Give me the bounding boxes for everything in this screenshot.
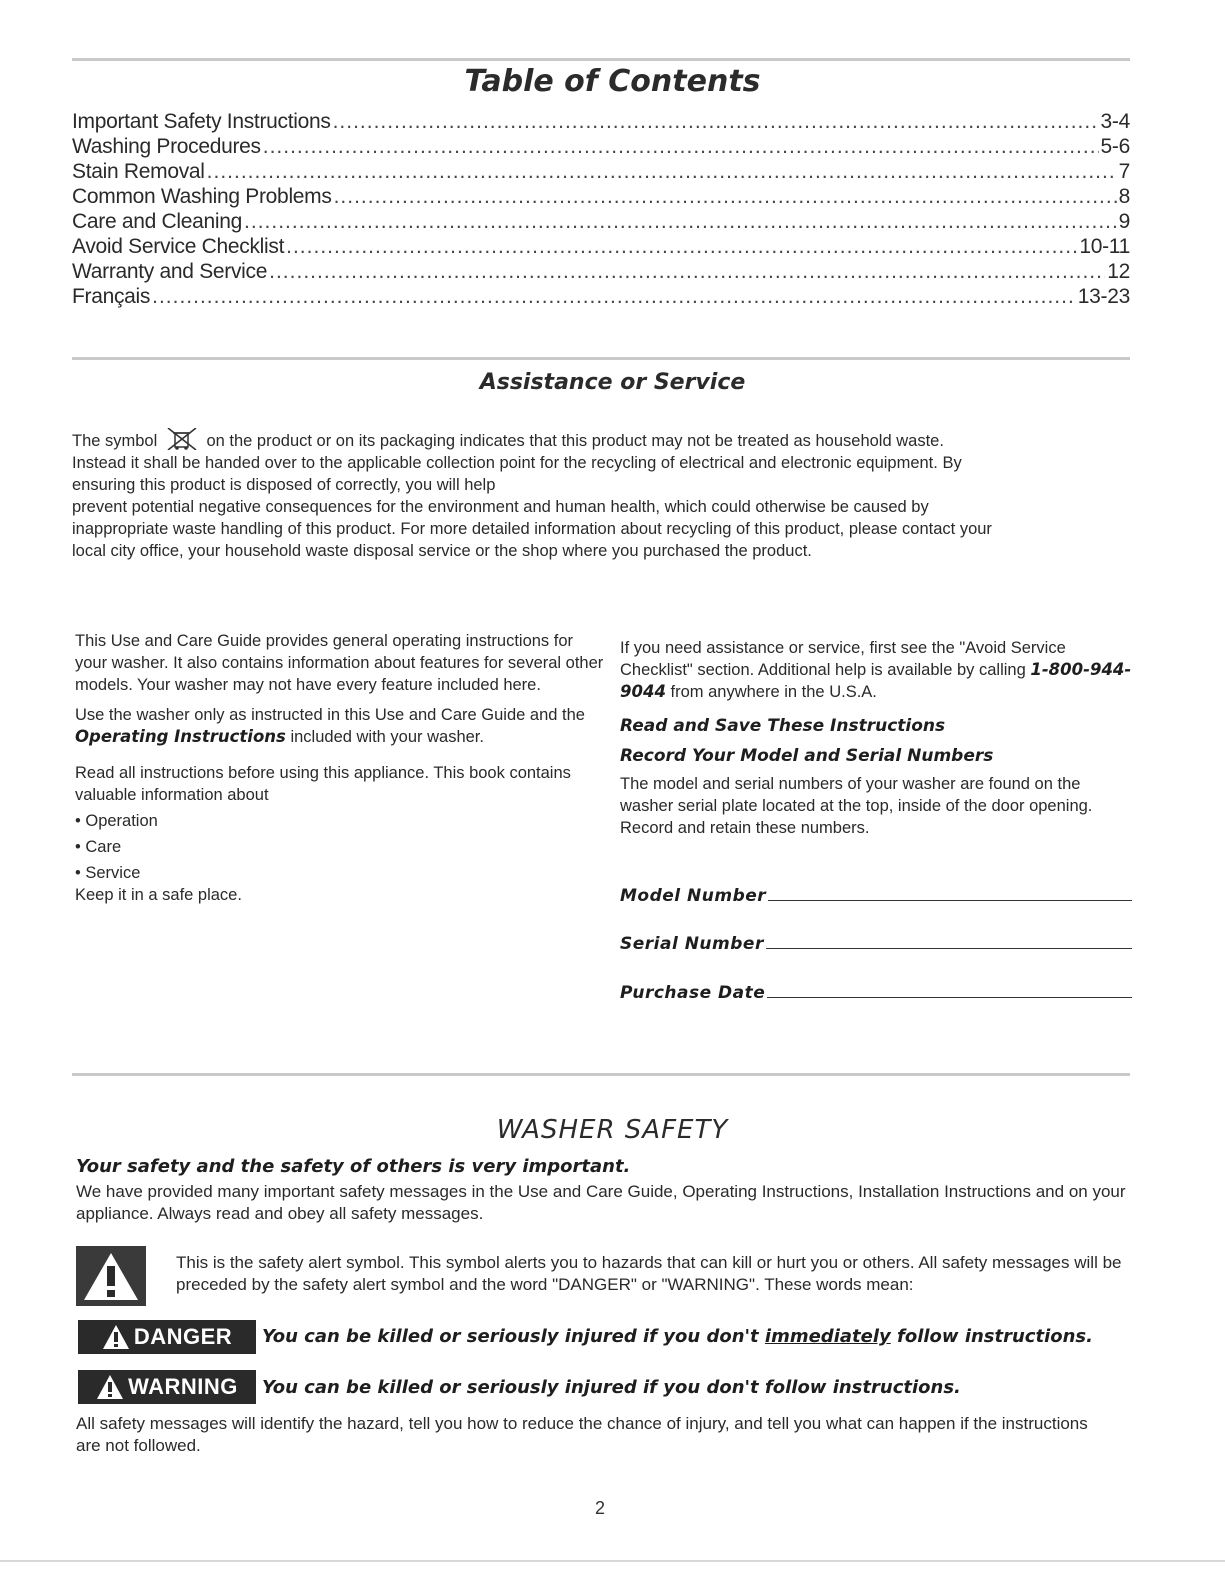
toc-item[interactable]	[72, 160, 1130, 185]
weee-line: prevent potential negative consequences for the environment and human health, which could otherwise be caused by	[72, 498, 929, 516]
safety-intro: We have provided many important safety messages in the Use and Care Guide, Operating Instructions, Installation Instructions and on your appliance. Always read and obey all safety messages.	[76, 1182, 1126, 1223]
toc-item-page: 5-6	[1100, 135, 1130, 158]
toc-item-label: Avoid Service Checklist	[72, 235, 285, 258]
usage-text-post: included with your washer.	[290, 728, 484, 746]
toc-leader	[263, 135, 1099, 159]
purchase-date-label: Purchase Date	[620, 983, 766, 1003]
toc-item[interactable]	[72, 210, 1130, 235]
page-number: 2	[594, 1498, 605, 1518]
serial-number-field[interactable]	[620, 934, 1132, 954]
danger-message-pre: You can be killed or seriously injured if you don't	[262, 1326, 759, 1347]
left-column	[75, 630, 605, 906]
toc-item-label: Care and Cleaning	[72, 210, 243, 233]
toc-item-label: Important Safety Instructions	[72, 110, 331, 133]
bottom-rule	[0, 1560, 1225, 1562]
danger-label: DANGER	[133, 1324, 233, 1349]
weee-text-pre: The symbol	[72, 432, 158, 450]
assistance-text-pre: If you need assistance or service, first see the "Avoid Service Checklist" section. Additional help is available by calling	[620, 639, 1066, 679]
weee-paragraph	[72, 428, 1132, 562]
toc-item[interactable]	[72, 285, 1130, 310]
right-column	[620, 637, 1132, 839]
read-save-heading: Read and Save These Instructions	[620, 716, 946, 736]
toc-item-label: Washing Procedures	[72, 135, 261, 158]
bullet-care: • Care	[75, 838, 122, 856]
top-rule	[72, 58, 1130, 61]
toc-item-label: Warranty and Service	[72, 260, 268, 283]
danger-message-post: follow instructions.	[897, 1326, 1093, 1347]
safety-subtitle: Your safety and the safety of others is very important.	[76, 1156, 631, 1177]
serial-number-label: Serial Number	[620, 934, 764, 954]
toc-item-page: 10-11	[1079, 235, 1130, 258]
model-number-field[interactable]	[620, 886, 1132, 906]
crossed-bin-icon	[162, 428, 202, 450]
danger-message	[262, 1326, 1093, 1347]
toc-list	[72, 110, 1130, 310]
danger-message-emphasis: immediately	[764, 1326, 891, 1347]
assistance-text	[620, 637, 1132, 703]
safety-title: WASHER SAFETY	[496, 1115, 729, 1145]
toc-leader	[286, 235, 1077, 259]
warning-label: WARNING	[128, 1374, 238, 1399]
toc-leader	[207, 160, 1117, 184]
bullet-operation: • Operation	[75, 812, 158, 830]
weee-text-post: on the product or on its packaging indicates that this product may not be treated as household waste.	[206, 432, 944, 450]
usage-text	[75, 704, 605, 748]
toc-leader	[333, 110, 1099, 134]
toc-item[interactable]	[72, 235, 1130, 260]
toc-leader	[269, 260, 1105, 284]
toc-leader	[244, 210, 1117, 234]
danger-badge	[78, 1320, 256, 1354]
toc-item-label: Stain Removal	[72, 160, 205, 183]
toc-item-label: Common Washing Problems	[72, 185, 332, 208]
toc-item-page: 3-4	[1100, 110, 1130, 133]
toc-bottom-rule	[72, 357, 1130, 360]
weee-line: ensuring this product is disposed of correctly, you will help	[72, 476, 496, 494]
safety-closing: All safety messages will identify the hazard, tell you how to reduce the chance of injury, and tell you what can happen if the instructions are not followed.	[76, 1414, 1088, 1455]
toc-item-page: 8	[1118, 185, 1130, 208]
serial-plate-text: The model and serial numbers of your washer are found on the washer serial plate located at the top, inside of the door opening. Record and retain these numbers.	[620, 775, 1093, 837]
model-number-label: Model Number	[620, 886, 767, 906]
safety-top-rule	[72, 1073, 1130, 1076]
toc-title: Table of Contents	[464, 64, 761, 99]
purchase-date-field[interactable]	[620, 983, 1132, 1003]
toc-leader	[152, 285, 1076, 309]
purchase-date-line[interactable]	[767, 983, 1132, 998]
safety-alert-text: This is the safety alert symbol. This symbol alerts you to hazards that can kill or hurt you or others. All safety messages will be preceded by the safety alert symbol and the word "DANGER" or "WARNING". These words mean:	[176, 1253, 1122, 1294]
weee-line: local city office, your household waste disposal service or the shop where you purchased the product.	[72, 542, 812, 560]
usage-text-pre: Use the washer only as instructed in this Use and Care Guide and the	[75, 706, 585, 724]
guide-intro-text: This Use and Care Guide provides general operating instructions for your washer. It also contains information about features for several other models. Your washer may not have every feature included here.	[75, 632, 604, 694]
toc-item[interactable]	[72, 260, 1130, 285]
toc-leader	[334, 185, 1117, 209]
warning-triangle-icon	[102, 1324, 130, 1350]
toc-item-label: Français	[72, 285, 151, 308]
warning-message: You can be killed or seriously injured if you don't follow instructions.	[262, 1377, 961, 1398]
warning-badge	[78, 1370, 256, 1404]
phone-number[interactable]: 1-800-944-9044	[620, 660, 1132, 701]
weee-line: inappropriate waste handling of this product. For more detailed information about recycling of this product, please contact your	[72, 520, 992, 538]
model-number-line[interactable]	[768, 886, 1132, 901]
bullet-service: • Service	[75, 864, 141, 882]
assistance-title: Assistance or Service	[479, 370, 746, 395]
toc-item[interactable]	[72, 135, 1130, 160]
operating-instructions-label: Operating Instructions	[75, 727, 286, 746]
toc-item[interactable]	[72, 110, 1130, 135]
weee-line: Instead it shall be handed over to the applicable collection point for the recycling of electrical and electronic equipment. By	[72, 454, 962, 472]
serial-number-line[interactable]	[766, 934, 1132, 949]
record-numbers-heading: Record Your Model and Serial Numbers	[620, 746, 994, 766]
toc-item-page: 9	[1118, 210, 1130, 233]
toc-item-page: 7	[1118, 160, 1130, 183]
read-instructions-text: Read all instructions before using this appliance. This book contains valuable information about	[75, 764, 571, 804]
keep-safe-text: Keep it in a safe place.	[75, 886, 242, 904]
toc-item-page: 13-23	[1077, 285, 1130, 308]
assistance-text-post: from anywhere in the U.S.A.	[670, 683, 877, 701]
warning-triangle-icon	[96, 1374, 124, 1400]
safety-alert-symbol-icon	[76, 1246, 146, 1306]
toc-item[interactable]	[72, 185, 1130, 210]
toc-item-page: 12	[1107, 260, 1130, 283]
